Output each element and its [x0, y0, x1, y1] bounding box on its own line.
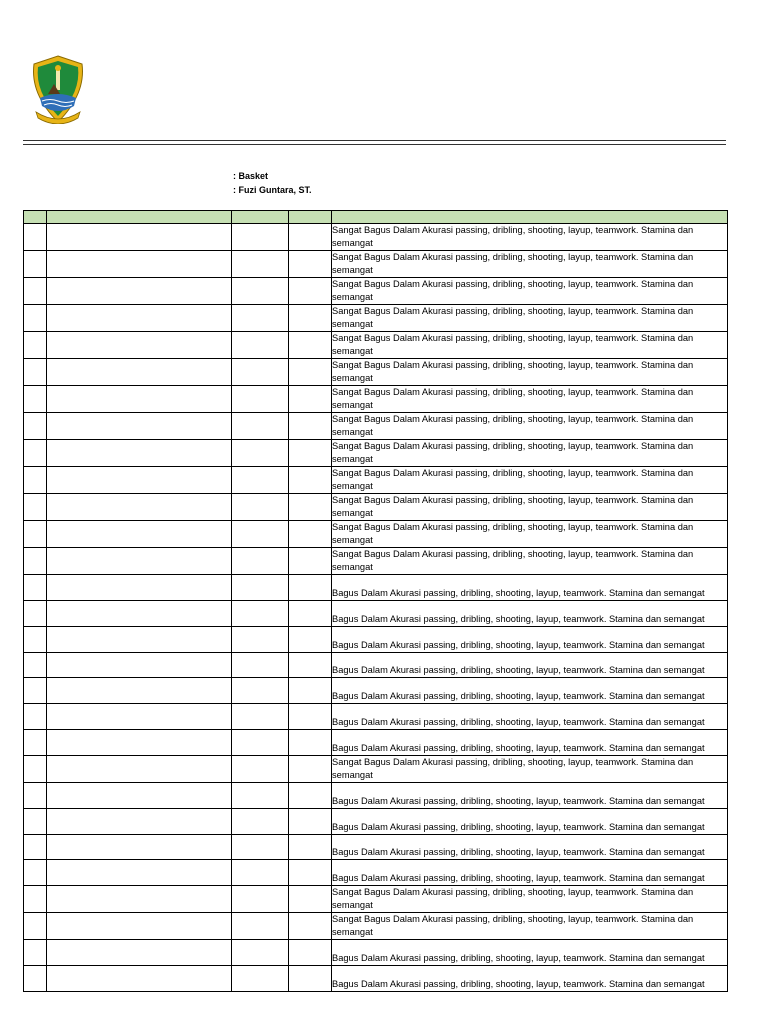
empty-cell: [232, 652, 289, 678]
table-row: [24, 548, 728, 575]
note-cell: Sangat Bagus Dalam Akurasi passing, dribling, shooting, layup, teamwork. Stamina dan semangat: [332, 386, 728, 413]
empty-cell: [232, 386, 289, 413]
empty-cell: [47, 678, 232, 704]
empty-cell: [24, 440, 47, 467]
empty-cell: [47, 386, 232, 413]
empty-cell: [24, 940, 47, 966]
empty-cell: [24, 521, 47, 548]
header-cell: [47, 211, 232, 224]
empty-cell: [24, 652, 47, 678]
empty-cell: [24, 224, 47, 251]
empty-cell: [289, 332, 332, 359]
empty-cell: [289, 808, 332, 834]
table-row: [24, 251, 728, 278]
note-cell: Bagus Dalam Akurasi passing, dribling, shooting, layup, teamwork. Stamina dan semangat: [332, 834, 728, 860]
note-cell: Sangat Bagus Dalam Akurasi passing, dribling, shooting, layup, teamwork. Stamina dan semangat: [332, 886, 728, 913]
empty-cell: [24, 575, 47, 601]
note-cell: Sangat Bagus Dalam Akurasi passing, dribling, shooting, layup, teamwork. Stamina dan semangat: [332, 305, 728, 332]
empty-cell: [47, 886, 232, 913]
table-row: [24, 332, 728, 359]
empty-cell: [232, 413, 289, 440]
table-header-row: [24, 211, 728, 224]
empty-cell: [47, 834, 232, 860]
empty-cell: [232, 224, 289, 251]
empty-cell: [232, 575, 289, 601]
empty-cell: [47, 305, 232, 332]
note-cell: Bagus Dalam Akurasi passing, dribling, shooting, layup, teamwork. Stamina dan semangat: [332, 575, 728, 601]
empty-cell: [47, 494, 232, 521]
header-rule-bottom: [23, 144, 726, 145]
table-row: [24, 440, 728, 467]
empty-cell: [289, 834, 332, 860]
empty-cell: [24, 251, 47, 278]
empty-cell: [232, 305, 289, 332]
note-cell: Sangat Bagus Dalam Akurasi passing, dribling, shooting, layup, teamwork. Stamina dan semangat: [332, 755, 728, 782]
table-row: [24, 808, 728, 834]
empty-cell: [24, 278, 47, 305]
note-cell: Sangat Bagus Dalam Akurasi passing, dribling, shooting, layup, teamwork. Stamina dan semangat: [332, 278, 728, 305]
empty-cell: [232, 704, 289, 730]
empty-cell: [47, 413, 232, 440]
table-row: [24, 305, 728, 332]
empty-cell: [24, 332, 47, 359]
empty-cell: [289, 913, 332, 940]
empty-cell: [24, 467, 47, 494]
table-row: [24, 521, 728, 548]
table-row: [24, 652, 728, 678]
table-row: [24, 467, 728, 494]
note-cell: Bagus Dalam Akurasi passing, dribling, shooting, layup, teamwork. Stamina dan semangat: [332, 626, 728, 652]
empty-cell: [232, 755, 289, 782]
table-row: [24, 386, 728, 413]
table-row: [24, 782, 728, 808]
header-cell: [289, 211, 332, 224]
west-java-emblem-icon: [28, 54, 88, 124]
empty-cell: [232, 626, 289, 652]
empty-cell: [24, 782, 47, 808]
empty-cell: [232, 332, 289, 359]
empty-cell: [289, 782, 332, 808]
note-cell: Sangat Bagus Dalam Akurasi passing, dribling, shooting, layup, teamwork. Stamina dan semangat: [332, 467, 728, 494]
empty-cell: [289, 251, 332, 278]
empty-cell: [289, 575, 332, 601]
empty-cell: [24, 626, 47, 652]
empty-cell: [232, 467, 289, 494]
note-cell: Sangat Bagus Dalam Akurasi passing, dribling, shooting, layup, teamwork. Stamina dan semangat: [332, 332, 728, 359]
empty-cell: [289, 730, 332, 756]
note-cell: Sangat Bagus Dalam Akurasi passing, dribling, shooting, layup, teamwork. Stamina dan semangat: [332, 224, 728, 251]
empty-cell: [232, 521, 289, 548]
note-cell: Sangat Bagus Dalam Akurasi passing, dribling, shooting, layup, teamwork. Stamina dan semangat: [332, 440, 728, 467]
table-row: [24, 704, 728, 730]
header-cell: [332, 211, 728, 224]
table-row: [24, 940, 728, 966]
empty-cell: [289, 886, 332, 913]
empty-cell: [47, 704, 232, 730]
empty-cell: [24, 600, 47, 626]
empty-cell: [232, 860, 289, 886]
empty-cell: [232, 548, 289, 575]
empty-cell: [47, 652, 232, 678]
empty-cell: [232, 251, 289, 278]
empty-cell: [47, 440, 232, 467]
empty-cell: [289, 440, 332, 467]
empty-cell: [24, 548, 47, 575]
table-row: [24, 600, 728, 626]
empty-cell: [232, 730, 289, 756]
note-cell: Sangat Bagus Dalam Akurasi passing, dribling, shooting, layup, teamwork. Stamina dan semangat: [332, 359, 728, 386]
empty-cell: [289, 626, 332, 652]
empty-cell: [289, 413, 332, 440]
empty-cell: [232, 678, 289, 704]
table-row: [24, 913, 728, 940]
empty-cell: [24, 966, 47, 992]
empty-cell: [289, 224, 332, 251]
empty-cell: [47, 575, 232, 601]
subject-value: : Basket: [233, 171, 269, 181]
empty-cell: [47, 467, 232, 494]
empty-cell: [47, 600, 232, 626]
empty-cell: [24, 860, 47, 886]
header-rule-top: [23, 140, 726, 141]
table-row: [24, 755, 728, 782]
empty-cell: [232, 913, 289, 940]
empty-cell: [47, 626, 232, 652]
empty-cell: [289, 494, 332, 521]
table-row: [24, 494, 728, 521]
table-row: [24, 575, 728, 601]
table-row: [24, 860, 728, 886]
empty-cell: [232, 440, 289, 467]
note-cell: Bagus Dalam Akurasi passing, dribling, shooting, layup, teamwork. Stamina dan semangat: [332, 808, 728, 834]
note-cell: Sangat Bagus Dalam Akurasi passing, dribling, shooting, layup, teamwork. Stamina dan semangat: [332, 521, 728, 548]
empty-cell: [289, 467, 332, 494]
note-cell: Sangat Bagus Dalam Akurasi passing, dribling, shooting, layup, teamwork. Stamina dan semangat: [332, 251, 728, 278]
grade-table: [23, 210, 728, 992]
empty-cell: [232, 808, 289, 834]
table-body: [24, 224, 728, 992]
table-row: [24, 678, 728, 704]
empty-cell: [24, 808, 47, 834]
note-cell: Bagus Dalam Akurasi passing, dribling, shooting, layup, teamwork. Stamina dan semangat: [332, 600, 728, 626]
empty-cell: [289, 940, 332, 966]
note-cell: Bagus Dalam Akurasi passing, dribling, shooting, layup, teamwork. Stamina dan semangat: [332, 704, 728, 730]
empty-cell: [24, 913, 47, 940]
empty-cell: [289, 359, 332, 386]
empty-cell: [289, 966, 332, 992]
note-cell: Sangat Bagus Dalam Akurasi passing, dribling, shooting, layup, teamwork. Stamina dan semangat: [332, 494, 728, 521]
empty-cell: [24, 359, 47, 386]
note-cell: Bagus Dalam Akurasi passing, dribling, shooting, layup, teamwork. Stamina dan semangat: [332, 652, 728, 678]
empty-cell: [24, 678, 47, 704]
table-row: [24, 966, 728, 992]
empty-cell: [24, 413, 47, 440]
empty-cell: [24, 494, 47, 521]
note-cell: Bagus Dalam Akurasi passing, dribling, shooting, layup, teamwork. Stamina dan semangat: [332, 860, 728, 886]
table-row: [24, 359, 728, 386]
empty-cell: [289, 386, 332, 413]
note-cell: Sangat Bagus Dalam Akurasi passing, dribling, shooting, layup, teamwork. Stamina dan semangat: [332, 913, 728, 940]
empty-cell: [232, 494, 289, 521]
empty-cell: [24, 305, 47, 332]
empty-cell: [289, 704, 332, 730]
empty-cell: [47, 913, 232, 940]
empty-cell: [289, 278, 332, 305]
table-row: [24, 886, 728, 913]
empty-cell: [289, 652, 332, 678]
note-cell: Sangat Bagus Dalam Akurasi passing, dribling, shooting, layup, teamwork. Stamina dan semangat: [332, 548, 728, 575]
empty-cell: [47, 755, 232, 782]
note-cell: Bagus Dalam Akurasi passing, dribling, shooting, layup, teamwork. Stamina dan semangat: [332, 940, 728, 966]
empty-cell: [47, 966, 232, 992]
empty-cell: [232, 278, 289, 305]
note-cell: Bagus Dalam Akurasi passing, dribling, shooting, layup, teamwork. Stamina dan semangat: [332, 966, 728, 992]
empty-cell: [289, 548, 332, 575]
empty-cell: [24, 730, 47, 756]
empty-cell: [47, 359, 232, 386]
empty-cell: [232, 886, 289, 913]
note-cell: Sangat Bagus Dalam Akurasi passing, dribling, shooting, layup, teamwork. Stamina dan semangat: [332, 413, 728, 440]
empty-cell: [47, 730, 232, 756]
empty-cell: [232, 966, 289, 992]
note-cell: Bagus Dalam Akurasi passing, dribling, shooting, layup, teamwork. Stamina dan semangat: [332, 730, 728, 756]
table-row: [24, 413, 728, 440]
empty-cell: [47, 782, 232, 808]
empty-cell: [232, 782, 289, 808]
table-row: [24, 834, 728, 860]
empty-cell: [47, 808, 232, 834]
empty-cell: [47, 860, 232, 886]
empty-cell: [47, 548, 232, 575]
note-cell: Bagus Dalam Akurasi passing, dribling, shooting, layup, teamwork. Stamina dan semangat: [332, 678, 728, 704]
empty-cell: [24, 886, 47, 913]
empty-cell: [289, 305, 332, 332]
table-row: [24, 278, 728, 305]
empty-cell: [24, 704, 47, 730]
empty-cell: [47, 332, 232, 359]
empty-cell: [232, 940, 289, 966]
table-row: [24, 224, 728, 251]
empty-cell: [24, 834, 47, 860]
empty-cell: [47, 278, 232, 305]
empty-cell: [232, 834, 289, 860]
empty-cell: [289, 860, 332, 886]
empty-cell: [47, 940, 232, 966]
header-cell: [232, 211, 289, 224]
table-row: [24, 626, 728, 652]
table-row: [24, 730, 728, 756]
empty-cell: [289, 521, 332, 548]
empty-cell: [289, 755, 332, 782]
empty-cell: [232, 600, 289, 626]
empty-cell: [47, 521, 232, 548]
teacher-value: : Fuzi Guntara, ST.: [233, 185, 312, 195]
empty-cell: [24, 386, 47, 413]
empty-cell: [24, 755, 47, 782]
note-cell: Bagus Dalam Akurasi passing, dribling, shooting, layup, teamwork. Stamina dan semangat: [332, 782, 728, 808]
empty-cell: [289, 678, 332, 704]
empty-cell: [47, 224, 232, 251]
empty-cell: [232, 359, 289, 386]
empty-cell: [289, 600, 332, 626]
empty-cell: [47, 251, 232, 278]
header-cell: [24, 211, 47, 224]
